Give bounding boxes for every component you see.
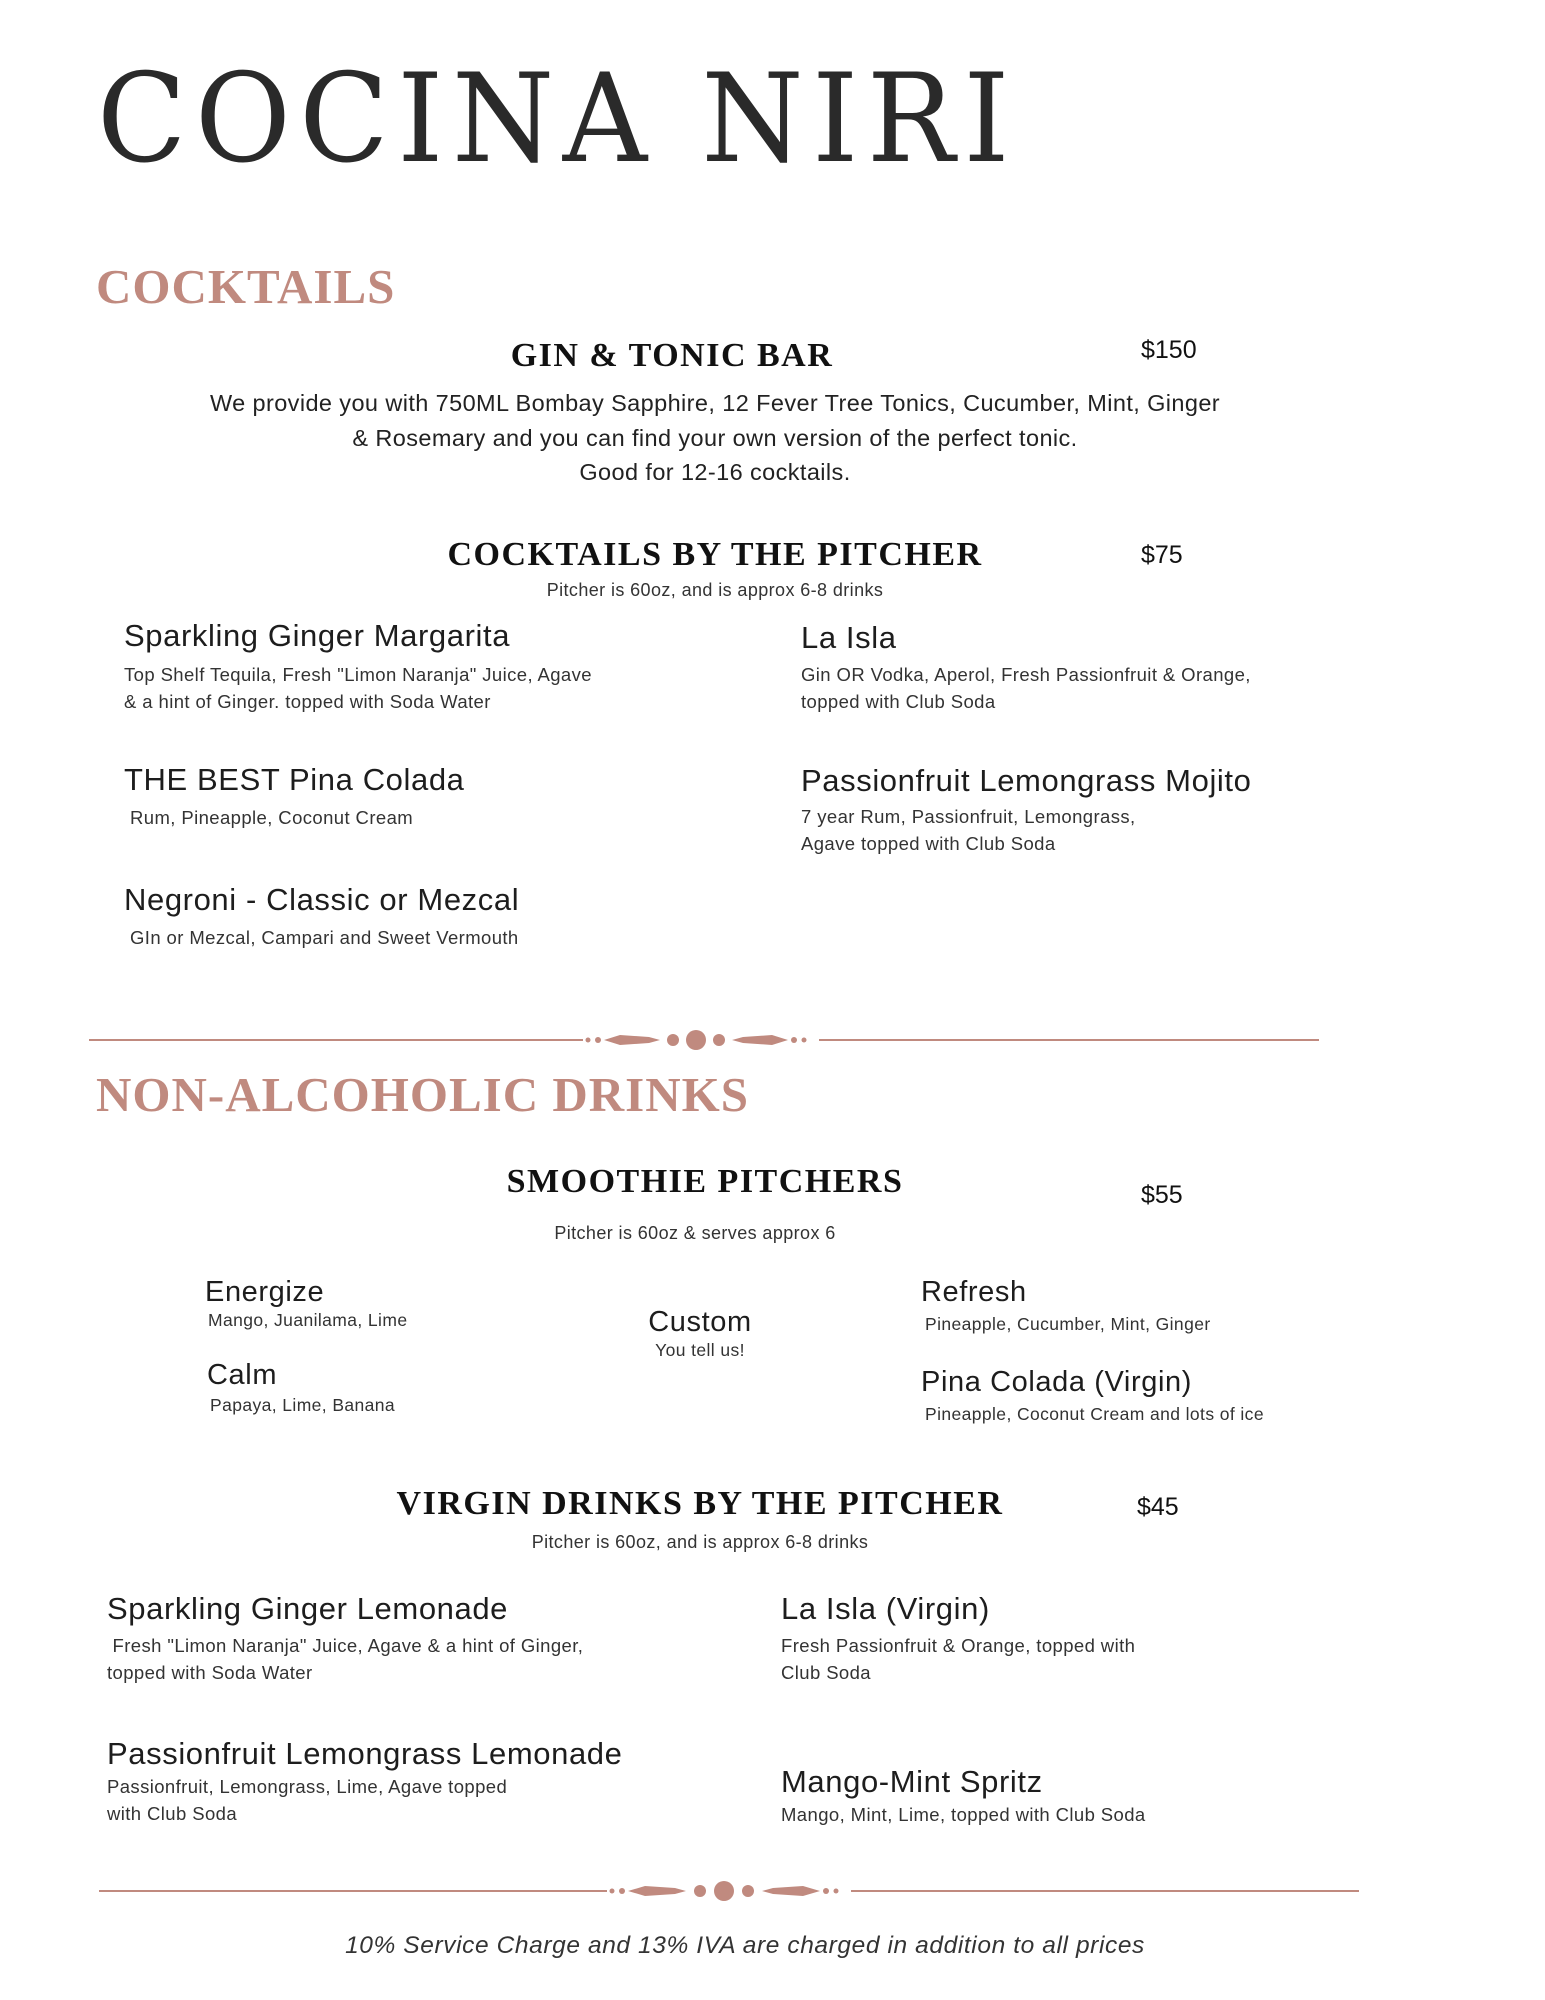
cocktail-pitcher-note: Pitcher is 60oz, and is approx 6-8 drinks [546,580,884,600]
menu-item-desc [107,1633,583,1686]
virgin-pitcher-title: VIRGIN DRINKS BY THE PITCHER [396,1485,1004,1522]
desc-line: Gin OR Vodka, Aperol, Fresh Passionfruit & Orange, [801,664,1251,685]
ornamental-divider [89,1024,1319,1056]
menu-item [124,620,592,715]
desc-line: Fresh "Limon Naranja" Juice, Agave & a hint of Ginger, [107,1635,584,1656]
menu-item-desc [124,925,519,952]
desc-line: & a hint of Ginger. topped with Soda Water [124,690,491,712]
desc-line: Top Shelf Tequila, Fresh "Limon Naranja" Juice, Agave [124,664,592,685]
smoothie-name: Custom [648,1306,752,1338]
smoothie-name: Calm [207,1359,278,1391]
desc-line: GIn or Mezcal, Campari and Sweet Vermouth [130,927,519,948]
gin-tonic-desc-line: Good for 12-16 cocktails. [579,459,851,485]
menu-item-name: La Isla [801,620,897,655]
desc-line: topped with Soda Water [107,1661,313,1683]
smoothie-price: $55 [1141,1181,1183,1209]
service-charge-note: 10% Service Charge and 13% IVA are charged in addition to all prices [345,1932,1145,1959]
gin-tonic-title: GIN & TONIC BAR [510,337,834,374]
menu-item [801,765,1251,857]
menu-item [124,764,465,832]
desc-line: Mango, Mint, Lime, topped with Club Soda [781,1804,1146,1825]
smoothie-note: Pitcher is 60oz & serves approx 6 [554,1223,836,1243]
menu-item-name: THE BEST Pina Colada [124,762,465,797]
desc-line: Passionfruit, Lemongrass, Lime, Agave topped [107,1776,508,1797]
restaurant-name: COCINA NIRI [97,48,1019,191]
smoothie-desc: Papaya, Lime, Banana [210,1395,396,1415]
smoothie-title: SMOOTHIE PITCHERS [506,1163,904,1200]
non-alcoholic-heading: NON-ALCOHOLIC DRINKS [96,1067,749,1122]
menu-item [124,884,519,952]
menu-item-desc [781,1633,1135,1686]
menu-item-desc [781,1802,1146,1829]
menu-item [781,1593,1135,1686]
desc-line: with Club Soda [107,1802,238,1824]
menu-item [107,1738,623,1827]
smoothie-desc: Mango, Juanilama, Lime [208,1310,408,1330]
desc-line: 7 year Rum, Passionfruit, Lemongrass, [801,806,1136,827]
smoothie-desc: Pineapple, Coconut Cream and lots of ice [925,1404,1264,1424]
menu-item-name: Mango-Mint Spritz [781,1764,1043,1799]
menu-item-desc [107,1774,623,1827]
menu-item-desc [801,662,1251,715]
menu-item-name: Sparkling Ginger Lemonade [107,1591,509,1626]
smoothie-item [207,1361,395,1419]
smoothie-item [600,1308,800,1364]
gin-tonic-desc-line: We provide you with 750ML Bombay Sapphire, 12 Fever Tree Tonics, Cucumber, Mint, Ginger [209,390,1221,416]
menu-item [107,1593,583,1686]
ornamental-divider [99,1875,1359,1907]
smoothie-item [921,1368,1264,1428]
desc-line: Agave topped with Club Soda [801,832,1056,854]
menu-item [801,622,1251,715]
menu-item-name: Passionfruit Lemongrass Mojito [801,763,1252,798]
desc-line: Rum, Pineapple, Coconut Cream [130,807,414,828]
virgin-pitcher-price: $45 [1137,1493,1179,1521]
menu-item-name: Sparkling Ginger Margarita [124,618,511,653]
virgin-pitcher-note: Pitcher is 60oz, and is approx 6-8 drinks [531,1532,869,1552]
menu-item-name: Passionfruit Lemongrass Lemonade [107,1736,623,1771]
gin-tonic-desc-line: & Rosemary and you can find your own version of the perfect tonic. [352,424,1078,451]
cocktail-pitcher-title: COCKTAILS BY THE PITCHER [447,536,983,573]
gin-tonic-price: $150 [1141,336,1197,364]
cocktail-pitcher-price: $75 [1141,541,1183,569]
smoothie-desc: You tell us! [655,1340,745,1360]
desc-line: Fresh Passionfruit & Orange, topped with [781,1635,1136,1656]
smoothie-item [205,1278,407,1334]
desc-line: Club Soda [781,1661,871,1683]
smoothie-item [921,1278,1211,1338]
smoothie-name: Pina Colada (Virgin) [921,1366,1192,1398]
menu-item-name: La Isla (Virgin) [781,1591,990,1626]
smoothie-name: Energize [205,1276,325,1308]
desc-line: topped with Club Soda [801,690,996,712]
gin-tonic-description [100,386,1330,490]
menu-item-desc [124,805,465,832]
menu-item-desc [124,662,592,715]
menu-item-desc [801,804,1251,857]
menu-item-name: Negroni - Classic or Mezcal [124,882,520,917]
menu-item [781,1766,1146,1829]
cocktails-heading: COCKTAILS [96,259,396,314]
smoothie-desc: Pineapple, Cucumber, Mint, Ginger [925,1314,1211,1334]
smoothie-name: Refresh [921,1276,1027,1308]
